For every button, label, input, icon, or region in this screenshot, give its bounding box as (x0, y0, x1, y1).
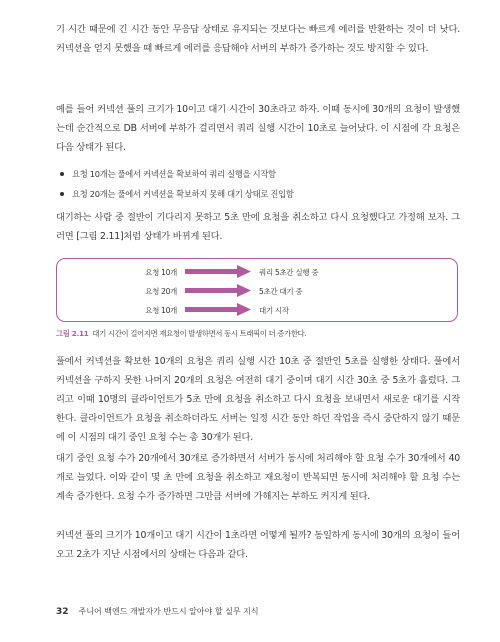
figure-caption-text: 대기 시간이 길어지면 재요청이 발생하면서 동시 트래픽이 더 증가한다. (92, 329, 307, 338)
paragraph-load-increase: 대기 중인 요청 수가 20개에서 30개로 증가하면서 서버가 동시에 처리해야 할 요청 수가 30개에서 40개로 늘었다. 이와 같이 몇 초 만에 요청을 취소하고 재요청이 반복되면 동시에 처리해야 할 요청 수는 계속 증가한다. 요청 수가 증가하면 그만큼 서버에 가해지는 부하도 커지게 된다. (56, 453, 460, 502)
list-item (60, 184, 460, 204)
bullet-text: 요청 10개는 풀에서 커넥션을 확보하여 쿼리 실행을 시작함 (72, 169, 276, 179)
figure-request-label: 요청 20개 (145, 287, 177, 296)
arrow-icon (185, 265, 251, 278)
figure-request-label: 요청 10개 (145, 268, 177, 277)
figure-status-label: 5초간 대기 중 (259, 287, 303, 296)
figure-status-label: 쿼리 5초간 실행 중 (259, 268, 319, 277)
figure-2-11-diagram (56, 258, 458, 322)
page-number: 32 (56, 607, 69, 617)
arrow-icon (185, 284, 251, 297)
bullet-list (60, 164, 460, 204)
figure-caption (56, 329, 460, 339)
paragraph-intro: 기 시간 때문에 긴 시간 동안 무응답 상태로 유지되는 것보다는 빠르게 에러를 반환하는 것이 더 낫다. 커넥션을 얻지 못했을 때 빠르게 에러를 응답해야 서버의 부하가 증가하는 것도 방지할 수 있다. (56, 24, 460, 54)
book-title: 주니어 백엔드 개발자가 반드시 알아야 할 실무 지식 (78, 607, 259, 616)
bullet-dot-icon (60, 192, 64, 196)
bullet-dot-icon (60, 172, 64, 176)
paragraph-cancel-assumption: 대기하는 사람 중 절반이 기다리지 못하고 5초 만에 요청을 취소하고 다시 요청했다고 가정해 보자. 그러면 [그림 2.11]처럼 상태가 바뀌게 된다. (56, 212, 460, 242)
figure-status-label: 대기 시작 (259, 306, 289, 315)
arrow-icon (185, 303, 251, 316)
figure-request-label: 요청 10개 (145, 306, 177, 315)
list-item (60, 164, 460, 184)
figure-arrows (57, 259, 457, 321)
paragraph-example: 예를 들어 커넥션 풀의 크기가 10이고 대기 시간이 30초라고 하자. 이때 동시에 30개의 요청이 발생했는데 순간적으로 DB 서버에 부하가 걸리면서 쿼리 실행 시간이 10초로 늘어났다. 이 시점에 각 요청은 다음 상태가 된다. (56, 104, 460, 153)
paragraph-short-wait: 커넥션 풀의 크기가 10개이고 대기 시간이 1초라면 어떻게 될까? 동일하게 동시에 30개의 요청이 들어오고 2초가 지난 시점에서의 상태는 다음과 같다. (56, 530, 460, 560)
paragraph-pool-state: 풀에서 커넥션을 확보한 10개의 요청은 쿼리 실행 시간 10초 중 절반인 5초를 실행한 상태다. 풀에서 커넥션을 구하지 못한 나머지 20개의 요청은 여전히 대기 중이며 대기 시간 30초 중 5초가 흘렀다. 그리고 이때 10명의 클라이언트가 5초 만에 요청을 취소하고 다시 요청을 보내면서 새로운 대기를 시작한다. 클라이언트가 요청을 취소하더라도 서버는 일정 시간 동안 하던 작업을 즉시 중단하지 않기 때문에 이 시점의 대기 중인 요청 수는 총 30개가 된다. (56, 356, 460, 443)
page-footer (56, 606, 259, 617)
bullet-text: 요청 20개는 풀에서 커넥션을 확보하지 못해 대기 상태로 진입함 (72, 189, 294, 199)
figure-number: 그림 2.11 (56, 329, 89, 338)
